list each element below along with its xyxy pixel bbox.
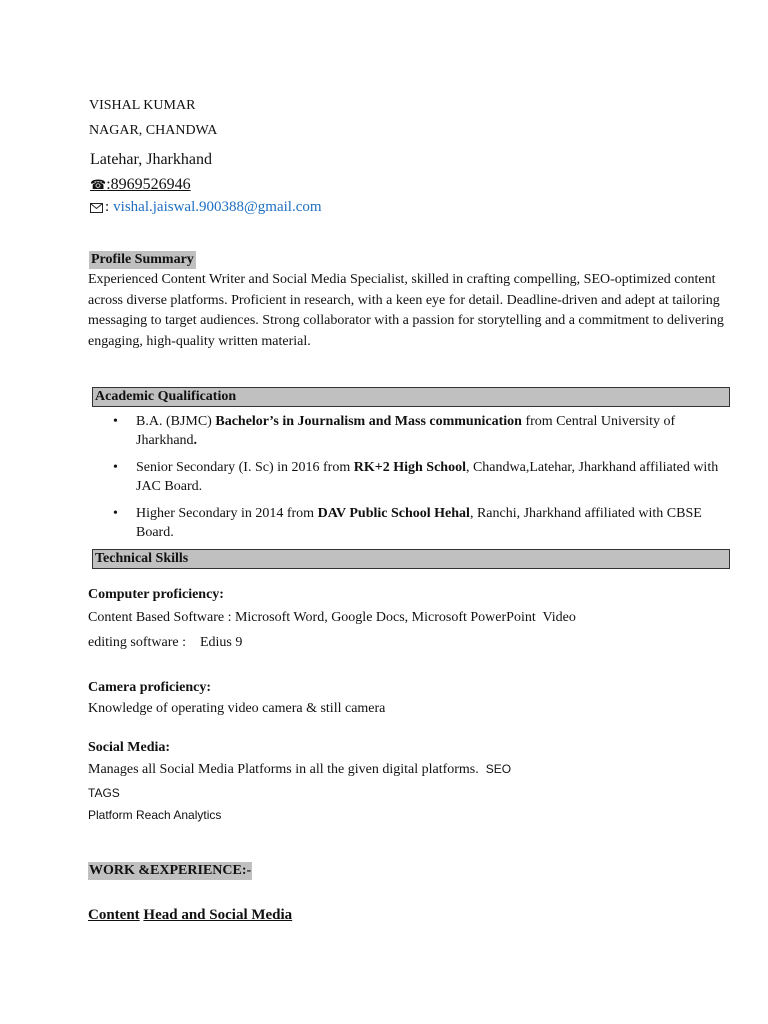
social-media-text	[88, 762, 511, 778]
camera-proficiency-label: Camera proficiency:	[88, 680, 211, 695]
envelope-icon	[90, 203, 103, 213]
job-title-part-2: Head and Social Media	[143, 907, 293, 923]
email-link[interactable]: vishal.jaiswal.900388@gmail.com	[113, 199, 322, 215]
computer-proficiency-label: Computer proficiency:	[88, 587, 224, 602]
profile-summary-text: Experienced Content Writer and Social Media Specialist, skilled in crafting compelling, SEO-optimized content across diverse platforms. Proficient in research, with a keen eye for detail. Deadline-driven and adept at tailoring messaging to target audiences. Strong collaborator with a passion for storytelling and a commitment to delivering engaging, high-quality written material.	[88, 272, 724, 349]
list-item	[113, 412, 723, 450]
job-title	[88, 907, 292, 924]
phone-number	[90, 176, 191, 194]
academic-qualification-heading: Academic Qualification	[92, 387, 730, 407]
item-bold: Bachelor’s in Journalism and Mass communication	[215, 414, 522, 429]
telephone-icon: ☎	[90, 177, 107, 192]
email-separator: :	[105, 199, 110, 215]
academic-list	[113, 412, 723, 550]
item-text: Higher Secondary in 2014 from	[136, 506, 318, 521]
email-line	[90, 199, 322, 216]
address-line-2: Latehar, Jharkhand	[90, 151, 212, 168]
item-text: B.A. (BJMC)	[136, 414, 216, 429]
technical-skills-heading: Technical Skills	[92, 549, 730, 569]
phone-text: :8969526946	[106, 176, 191, 193]
item-text: , Ranchi, Jharkhand affiliated with CBSE Board.	[136, 506, 702, 540]
list-item	[113, 504, 723, 542]
item-text: Senior Secondary (I. Sc) in 2016 from	[136, 460, 354, 475]
social-analytics: Platform Reach Analytics	[88, 808, 222, 822]
list-item	[113, 458, 723, 496]
item-bold: DAV Public School Hehal	[317, 506, 470, 521]
item-bold: RK+2 High School	[353, 460, 466, 475]
job-title-part-1: Content	[88, 907, 140, 923]
computer-proficiency-line-2: editing software : Edius 9	[88, 635, 243, 650]
item-text: , Chandwa,Latehar, Jharkhand affiliated with JAC Board.	[136, 460, 719, 494]
social-media-label: Social Media:	[88, 740, 171, 755]
candidate-name: VISHAL KUMAR	[89, 98, 196, 113]
camera-proficiency-text: Knowledge of operating video camera & still camera	[88, 701, 386, 716]
social-seo: SEO	[485, 762, 512, 776]
social-media-description: Manages all Social Media Platforms in all the given digital platforms.	[88, 762, 479, 777]
bullet-icon: •	[113, 460, 118, 475]
profile-summary-heading: Profile Summary	[91, 252, 194, 267]
address-line-1: NAGAR, CHANDWA	[89, 123, 218, 138]
work-experience-heading: WORK &EXPERIENCE:-	[89, 863, 252, 878]
item-bold: .	[193, 433, 198, 448]
computer-proficiency-line-1: Content Based Software : Microsoft Word, Google Docs, Microsoft PowerPoint Video	[88, 610, 576, 625]
bullet-icon: •	[113, 414, 118, 429]
item-text: from Central University of Jharkhand	[136, 414, 676, 448]
social-tags: TAGS	[88, 786, 120, 800]
bullet-icon: •	[113, 506, 118, 521]
